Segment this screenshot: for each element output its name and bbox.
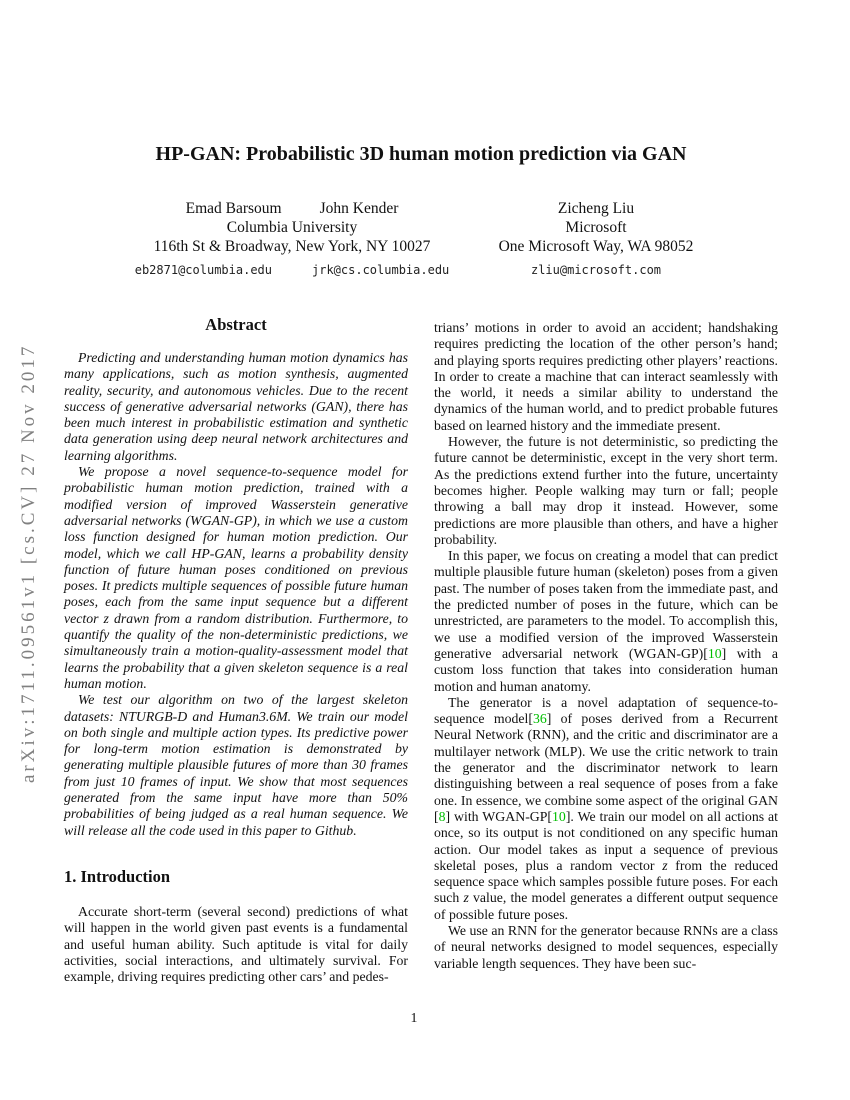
section-heading-introduction: 1. Introduction: [64, 866, 171, 886]
author-address: One Microsoft Way, WA 98052: [498, 238, 694, 255]
paragraph: [64, 904, 408, 985]
author-block-microsoft: [434, 199, 758, 280]
paragraph: [434, 548, 778, 695]
text-run: In this paper, we focus on creating a model that can predict multiple plausible future human (skeleton) poses from a given past. The number of poses taken from the immediate past, and the predicted number of poses in the future, which can be unrestricted, are parameters to the model. To accomplish this, we use a modified version of the improved Wasserstein generative adversarial network (WGAN-GP)[: [434, 548, 778, 661]
abstract-paragraph: Predicting and understanding human motion dynamics has many applications, such as motion synthesis, augmented reality, security, and autonomous vehicles. Due to the recent success of generative adversarial networks (GAN), there has been much interest in probabilistic estimation and synthetic data generation using deep neural network architectures and learning algorithms.: [64, 350, 408, 463]
text-run: trians’ motions in order to avoid an accident; handshaking requires predicting the location of the other person’s hand; and playing sports requires predicting other players’ reactions. In order to create a machine that can interact seamlessly with the world, it needs a similar ability to understand the dynamics of the human world, and to predict probable futures based on learned history and the immediate present.: [434, 320, 778, 433]
math-variable: z: [662, 857, 668, 873]
author-email: zliu@microsoft.com: [530, 263, 662, 277]
author-name: John Kender: [319, 200, 399, 217]
author-address: 116th St & Broadway, New York, NY 10027: [153, 238, 431, 255]
citation-link[interactable]: 8: [438, 808, 446, 824]
text-run: Accurate short-term (several second) predictions of what will happen in the world given past events is a fundamental and useful human ability. Such aptitude is vital for daily activities, social interactions, and ultimately survival. For example, driving requires predicting other cars’ and pedes-: [64, 903, 408, 985]
left-column: [64, 315, 408, 985]
citation-link[interactable]: 10: [707, 645, 722, 661]
paragraph: [434, 923, 778, 972]
paragraph: [434, 695, 778, 923]
author-email: jrk@cs.columbia.edu: [312, 263, 450, 277]
author-names-row: [434, 199, 758, 218]
abstract-heading: Abstract: [205, 315, 267, 334]
citation-link[interactable]: 10: [552, 808, 566, 824]
author-emails-row: [434, 261, 758, 280]
author-affiliation: Microsoft: [565, 219, 627, 236]
text-run: ] of poses derived from a Recurrent Neural Network (RNN), and the critic and discriminator are a multilayer network (MLP). We use the critic network to train the generator and the discriminator network to learn distinguishing between a real sequence of poses from a fake one. In essence, we combine some aspect of the original GAN [: [434, 711, 779, 824]
author-affiliation: Columbia University: [226, 219, 358, 236]
text-run: ] with WGAN-GP[: [445, 808, 553, 824]
page-number: 1: [410, 1010, 418, 1025]
text-run: The generator is a novel adaptation of sequence-to-sequence model[: [434, 694, 778, 727]
text-run: from the reduced sequence space which samples possible future poses. For each such: [434, 857, 778, 906]
author-name: Emad Barsoum: [185, 200, 282, 217]
paragraph: [434, 434, 778, 548]
math-variable: z: [463, 890, 469, 906]
abstract-paragraph: We propose a novel sequence-to-sequence model for probabilistic human motion prediction, trained with a modified version of improved Wasserstein generative adversarial networks (WGAN-GP), in which we use a custom loss function designed for human motion prediction. Our model, which we call HP-GAN, learns a probability density function of future human poses conditioned on previous poses. It predicts multiple sequences of possible future human poses, each from the same input sequence but a different vector z drawn from a random distribution. Furthermore, to quantify the quality of the non-deterministic predictions, we simultaneously train a motion-quality-assessment model that learns the probability that a given skeleton sequence is a real human motion.: [64, 464, 408, 691]
author-name: Zicheng Liu: [557, 200, 635, 217]
arxiv-watermark: arXiv:1711.09561v1 [cs.CV] 27 Nov 2017: [18, 343, 39, 783]
paragraph: [434, 320, 778, 434]
text-run: We use an RNN for the generator because RNNs are a class of neural networks designed to model sequences, especially variable length sequences. They have been suc-: [434, 922, 778, 971]
right-column: [434, 320, 778, 972]
text-run: value, the model generates a different output sequence of possible future poses.: [434, 890, 778, 922]
text-run: However, the future is not deterministic, so predicting the future cannot be deterministic, except in the very short term. As the predictions extend further into the future, uncertainty becomes higher. People walking may turn or fall; people throwing a ball may drop it instead. However, some predictions are more plausible than others, and have a higher probability.: [434, 434, 778, 547]
abstract-paragraph: We test our algorithm on two of the largest skeleton datasets: NTURGB-D and Human3.6M. We train our model on both single and multiple action types. Its predictive power for long-term motion estimation is demonstrated by generating multiple plausible futures of more than 30 frames from just 10 frames of input. We show that most sequences generated from the same input have more than 50% probabilities of being judged as a real human sequence. We will release all the code used in this paper to Github.: [64, 692, 408, 838]
text-run: ] with a custom loss function that takes into consideration human motion and human anatomy.: [434, 645, 778, 694]
author-email: eb2871@columbia.edu: [134, 263, 272, 277]
citation-link[interactable]: 36: [532, 711, 547, 727]
text-run: ]. We train our model on all actions at once, so its output is not conditioned on any specific human action. Our model takes as input a sequence of previous skeletal poses, plus a random vector: [434, 808, 779, 873]
paper-title: HP-GAN: Probabilistic 3D human motion prediction via GAN: [155, 143, 687, 165]
